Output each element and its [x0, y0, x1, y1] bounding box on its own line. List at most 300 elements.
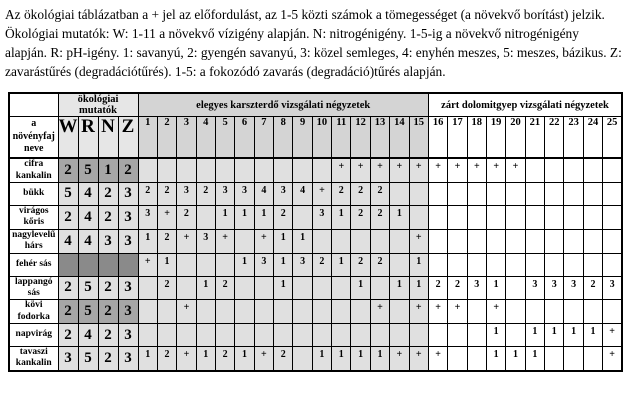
value-cell: +	[390, 347, 409, 371]
value-cell: 1	[525, 347, 544, 371]
value-cell	[390, 324, 409, 347]
value-cell	[138, 300, 157, 324]
species-row	[9, 229, 622, 253]
value-cell	[235, 276, 254, 300]
quadrat-header: 2	[157, 117, 176, 159]
value-cell	[332, 324, 351, 347]
value-cell: 2	[157, 229, 176, 253]
value-cell	[545, 300, 564, 324]
value-cell: 3	[235, 182, 254, 205]
indicator-cell: 5	[78, 347, 98, 371]
quadrat-header: 21	[525, 117, 544, 159]
value-cell: 2	[138, 182, 157, 205]
indicator-cell: 4	[78, 229, 98, 253]
value-cell: 2	[351, 205, 370, 229]
indicator-cell: 4	[78, 205, 98, 229]
value-cell	[486, 182, 505, 205]
value-cell	[370, 229, 389, 253]
species-row	[9, 158, 622, 182]
value-cell: 2	[177, 205, 196, 229]
value-cell	[603, 205, 622, 229]
table-body	[9, 158, 622, 371]
species-row	[9, 324, 622, 347]
value-cell	[235, 158, 254, 182]
quadrat-header: 20	[506, 117, 525, 159]
value-cell	[274, 324, 293, 347]
value-cell: +	[332, 158, 351, 182]
quadrat-header: 25	[603, 117, 622, 159]
value-cell: +	[448, 300, 467, 324]
value-cell	[138, 158, 157, 182]
value-cell: 2	[370, 205, 389, 229]
value-cell	[583, 347, 602, 371]
indicator-cell: 2	[98, 182, 118, 205]
value-cell	[138, 276, 157, 300]
value-cell: 1	[564, 324, 583, 347]
value-cell	[293, 300, 312, 324]
value-cell	[215, 324, 234, 347]
value-cell: 4	[293, 182, 312, 205]
value-cell	[525, 300, 544, 324]
value-cell: 2	[312, 253, 331, 276]
value-cell	[467, 324, 486, 347]
value-cell	[564, 182, 583, 205]
value-cell: 1	[332, 205, 351, 229]
value-cell	[448, 205, 467, 229]
value-cell: 2	[583, 276, 602, 300]
value-cell: +	[409, 229, 428, 253]
value-cell	[467, 347, 486, 371]
indicator-cell: 3	[118, 205, 138, 229]
value-cell	[215, 158, 234, 182]
value-cell: 1	[409, 276, 428, 300]
value-cell	[545, 205, 564, 229]
value-cell	[564, 229, 583, 253]
indicator-header-n: N	[98, 117, 118, 159]
value-cell	[312, 324, 331, 347]
species-row	[9, 182, 622, 205]
value-cell: 1	[332, 347, 351, 371]
species-name-cell: cifra kankalin	[9, 158, 58, 182]
value-cell	[157, 324, 176, 347]
value-cell	[235, 300, 254, 324]
indicator-cell: 5	[78, 158, 98, 182]
value-cell	[564, 300, 583, 324]
value-cell: 1	[545, 324, 564, 347]
indicator-cell: 3	[118, 347, 138, 371]
species-row	[9, 205, 622, 229]
value-cell: +	[486, 158, 505, 182]
value-cell: +	[428, 158, 447, 182]
quadrat-header: 5	[215, 117, 234, 159]
quadrat-header: 10	[312, 117, 331, 159]
value-cell	[274, 300, 293, 324]
indicator-cell: 4	[58, 229, 78, 253]
species-name-cell: lappangó sás	[9, 276, 58, 300]
value-cell	[525, 229, 544, 253]
quadrat-header: 24	[583, 117, 602, 159]
value-cell: 1	[486, 324, 505, 347]
value-cell	[428, 229, 447, 253]
indicator-cell: 3	[118, 324, 138, 347]
value-cell	[215, 253, 234, 276]
value-cell: 1	[274, 229, 293, 253]
value-cell	[525, 253, 544, 276]
value-cell	[312, 158, 331, 182]
value-cell: +	[370, 158, 389, 182]
value-cell: +	[467, 158, 486, 182]
value-cell	[564, 347, 583, 371]
value-cell	[196, 324, 215, 347]
value-cell	[603, 229, 622, 253]
value-cell	[583, 253, 602, 276]
quadrat-header: 9	[293, 117, 312, 159]
value-cell: 3	[312, 205, 331, 229]
value-cell	[506, 324, 525, 347]
value-cell: 3	[274, 182, 293, 205]
value-cell: +	[177, 229, 196, 253]
value-cell	[525, 205, 544, 229]
value-cell: 2	[448, 276, 467, 300]
value-cell: 3	[254, 253, 273, 276]
quadrat-header: 14	[390, 117, 409, 159]
column-header-row	[9, 117, 622, 159]
value-cell	[409, 182, 428, 205]
value-cell	[157, 300, 176, 324]
value-cell	[312, 276, 331, 300]
value-cell	[274, 158, 293, 182]
value-cell	[293, 324, 312, 347]
value-cell	[448, 253, 467, 276]
value-cell	[486, 229, 505, 253]
quadrat-header: 3	[177, 117, 196, 159]
value-cell: +	[409, 347, 428, 371]
quadrat-header: 1	[138, 117, 157, 159]
value-cell: 1	[351, 347, 370, 371]
value-cell: 2	[274, 205, 293, 229]
quadrat-header: 15	[409, 117, 428, 159]
indicator-header-w: W	[58, 117, 78, 159]
value-cell	[332, 276, 351, 300]
value-cell: 1	[525, 324, 544, 347]
value-cell: 1	[235, 205, 254, 229]
value-cell	[583, 205, 602, 229]
value-cell: 1	[583, 324, 602, 347]
value-cell	[506, 182, 525, 205]
value-cell	[428, 182, 447, 205]
group-header-ecology-indicators: ökológiai mutatók	[58, 93, 138, 117]
value-cell	[293, 205, 312, 229]
value-cell	[525, 182, 544, 205]
indicator-cell	[58, 253, 78, 276]
indicator-cell: 2	[98, 300, 118, 324]
value-cell	[312, 229, 331, 253]
indicator-cell: 5	[78, 300, 98, 324]
value-cell: 3	[545, 276, 564, 300]
value-cell	[564, 253, 583, 276]
value-cell: 1	[332, 253, 351, 276]
ecology-table	[8, 92, 623, 372]
value-cell	[428, 205, 447, 229]
value-cell	[370, 276, 389, 300]
value-cell: 2	[370, 253, 389, 276]
value-cell: +	[603, 324, 622, 347]
value-cell: +	[428, 347, 447, 371]
value-cell	[603, 158, 622, 182]
quadrat-header: 22	[545, 117, 564, 159]
value-cell	[351, 324, 370, 347]
value-cell: 1	[370, 347, 389, 371]
value-cell: 3	[196, 229, 215, 253]
quadrat-header: 6	[235, 117, 254, 159]
value-cell	[293, 276, 312, 300]
value-cell	[428, 324, 447, 347]
value-cell	[603, 300, 622, 324]
value-cell: 2	[332, 182, 351, 205]
species-name-cell: tavaszi kankalin	[9, 347, 58, 371]
value-cell: 1	[254, 205, 273, 229]
indicator-cell: 2	[98, 324, 118, 347]
value-cell: 1	[293, 229, 312, 253]
value-cell	[428, 253, 447, 276]
value-cell	[390, 253, 409, 276]
value-cell	[545, 347, 564, 371]
value-cell	[448, 182, 467, 205]
value-cell: 1	[138, 229, 157, 253]
value-cell: 2	[215, 276, 234, 300]
value-cell	[545, 182, 564, 205]
value-cell: 2	[274, 347, 293, 371]
value-cell	[332, 229, 351, 253]
value-cell	[583, 229, 602, 253]
indicator-cell: 2	[58, 324, 78, 347]
value-cell	[351, 300, 370, 324]
indicator-cell: 3	[118, 182, 138, 205]
value-cell: 3	[525, 276, 544, 300]
value-cell	[545, 158, 564, 182]
quadrat-header: 8	[274, 117, 293, 159]
value-cell	[235, 229, 254, 253]
value-cell: +	[177, 300, 196, 324]
value-cell: 3	[564, 276, 583, 300]
value-cell	[603, 182, 622, 205]
indicator-cell: 2	[58, 158, 78, 182]
value-cell	[293, 158, 312, 182]
indicator-cell: 2	[58, 276, 78, 300]
value-cell: 2	[215, 347, 234, 371]
species-name-cell: kövi fodorka	[9, 300, 58, 324]
species-name-cell: virágos kőris	[9, 205, 58, 229]
value-cell	[467, 182, 486, 205]
value-cell: +	[157, 205, 176, 229]
value-cell: 1	[390, 276, 409, 300]
value-cell	[467, 205, 486, 229]
value-cell: +	[215, 229, 234, 253]
value-cell: +	[448, 158, 467, 182]
value-cell	[370, 324, 389, 347]
indicator-cell: 3	[118, 276, 138, 300]
quadrat-header: 13	[370, 117, 389, 159]
species-row	[9, 347, 622, 371]
value-cell	[564, 205, 583, 229]
indicator-cell: 3	[118, 300, 138, 324]
value-cell: 1	[351, 276, 370, 300]
value-cell	[254, 158, 273, 182]
value-cell: 1	[409, 253, 428, 276]
indicator-cell: 4	[78, 182, 98, 205]
value-cell: 1	[235, 253, 254, 276]
indicator-cell: 2	[118, 158, 138, 182]
species-name-cell: bükk	[9, 182, 58, 205]
value-cell	[448, 324, 467, 347]
value-cell	[254, 276, 273, 300]
quadrat-header: 4	[196, 117, 215, 159]
value-cell: +	[370, 300, 389, 324]
value-cell	[351, 229, 370, 253]
value-cell: 1	[196, 347, 215, 371]
value-cell	[603, 253, 622, 276]
value-cell: +	[603, 347, 622, 371]
indicator-cell	[78, 253, 98, 276]
value-cell	[545, 229, 564, 253]
value-cell: +	[351, 158, 370, 182]
value-cell	[486, 253, 505, 276]
value-cell	[467, 300, 486, 324]
value-cell	[390, 229, 409, 253]
quadrat-header: 11	[332, 117, 351, 159]
value-cell	[390, 300, 409, 324]
indicator-cell: 2	[58, 205, 78, 229]
value-cell	[177, 324, 196, 347]
value-cell: 2	[196, 182, 215, 205]
value-cell	[177, 253, 196, 276]
indicator-cell: 3	[118, 229, 138, 253]
value-cell	[196, 205, 215, 229]
group-header-closed-dolomite-grassland: zárt dolomitgyep vizsgálati négyzetek	[428, 93, 622, 117]
value-cell: 1	[506, 347, 525, 371]
value-cell: 1	[390, 205, 409, 229]
value-cell: 2	[157, 276, 176, 300]
value-cell	[390, 182, 409, 205]
value-cell	[196, 300, 215, 324]
value-cell	[254, 324, 273, 347]
value-cell: 2	[351, 253, 370, 276]
species-row	[9, 276, 622, 300]
value-cell	[583, 182, 602, 205]
value-cell	[545, 253, 564, 276]
table-header	[9, 93, 622, 158]
value-cell: 3	[215, 182, 234, 205]
value-cell	[467, 229, 486, 253]
value-cell	[583, 158, 602, 182]
value-cell	[448, 229, 467, 253]
species-name-cell: nagylevelű hárs	[9, 229, 58, 253]
corner-cell	[9, 93, 58, 117]
value-cell: +	[254, 229, 273, 253]
value-cell: 3	[138, 205, 157, 229]
indicator-cell: 4	[78, 324, 98, 347]
value-cell: 1	[138, 347, 157, 371]
indicator-cell: 5	[78, 276, 98, 300]
value-cell	[235, 324, 254, 347]
value-cell: 1	[274, 253, 293, 276]
value-cell: 3	[603, 276, 622, 300]
value-cell	[177, 276, 196, 300]
value-cell	[196, 158, 215, 182]
value-cell: 1	[196, 276, 215, 300]
indicator-cell: 5	[58, 182, 78, 205]
value-cell: +	[506, 158, 525, 182]
indicator-header-r: R	[78, 117, 98, 159]
value-cell: +	[486, 300, 505, 324]
quadrat-header: 17	[448, 117, 467, 159]
species-name-cell: fehér sás	[9, 253, 58, 276]
quadrat-header: 12	[351, 117, 370, 159]
value-cell	[467, 253, 486, 276]
value-cell: 2	[157, 182, 176, 205]
value-cell	[506, 205, 525, 229]
value-cell	[293, 347, 312, 371]
value-cell	[506, 276, 525, 300]
value-cell	[506, 229, 525, 253]
value-cell: +	[409, 300, 428, 324]
value-cell: +	[138, 253, 157, 276]
value-cell: 2	[157, 347, 176, 371]
value-cell	[254, 300, 273, 324]
value-cell: 2	[370, 182, 389, 205]
value-cell: 3	[177, 182, 196, 205]
value-cell	[409, 205, 428, 229]
group-header-mixed-karst-forest: elegyes karszterdő vizsgálati négyzetek	[138, 93, 428, 117]
value-cell: +	[428, 300, 447, 324]
value-cell: +	[254, 347, 273, 371]
quadrat-header: 7	[254, 117, 273, 159]
value-cell: 4	[254, 182, 273, 205]
quadrat-header: 18	[467, 117, 486, 159]
indicator-cell: 2	[98, 205, 118, 229]
value-cell	[138, 324, 157, 347]
value-cell	[312, 300, 331, 324]
value-cell: 1	[235, 347, 254, 371]
indicator-cell: 2	[98, 276, 118, 300]
indicator-cell	[98, 253, 118, 276]
value-cell	[332, 300, 351, 324]
value-cell: +	[409, 158, 428, 182]
value-cell: 3	[293, 253, 312, 276]
value-cell: 1	[486, 347, 505, 371]
quadrat-header: 23	[564, 117, 583, 159]
quadrat-header: 16	[428, 117, 447, 159]
value-cell	[486, 205, 505, 229]
value-cell: 1	[215, 205, 234, 229]
value-cell	[177, 158, 196, 182]
species-row	[9, 253, 622, 276]
value-cell: 2	[351, 182, 370, 205]
intro-paragraph: Az ökológiai táblázatban a + jel az előfordulást, az 1-5 közti számok a tömegességet (a növekvő borítást) jelzik. Ökológiai mutatók: W: 1-11 a növekvő vízigény alapján. N: nitrogénigény. 1-5-ig a növekvő nitrogénigény alapján. R: pH-igény. 1: savanyú, 2: gyengén savanyú, 3: közel semleges, 4: enyhén meszes, 5: meszes, bázikus. Z: zavarástűrés (degradációtűrés). 1-5: a fokozódó zavarás (degradáció)tűrés alapján.	[5, 7, 622, 80]
value-cell: 1	[486, 276, 505, 300]
value-cell	[196, 253, 215, 276]
species-name-header: a növényfaj neve	[9, 117, 58, 159]
value-cell	[525, 158, 544, 182]
value-cell	[448, 347, 467, 371]
value-cell	[215, 300, 234, 324]
value-cell: +	[177, 347, 196, 371]
value-cell: 3	[467, 276, 486, 300]
value-cell	[564, 158, 583, 182]
indicator-cell: 2	[98, 347, 118, 371]
value-cell	[583, 300, 602, 324]
value-cell: 1	[312, 347, 331, 371]
